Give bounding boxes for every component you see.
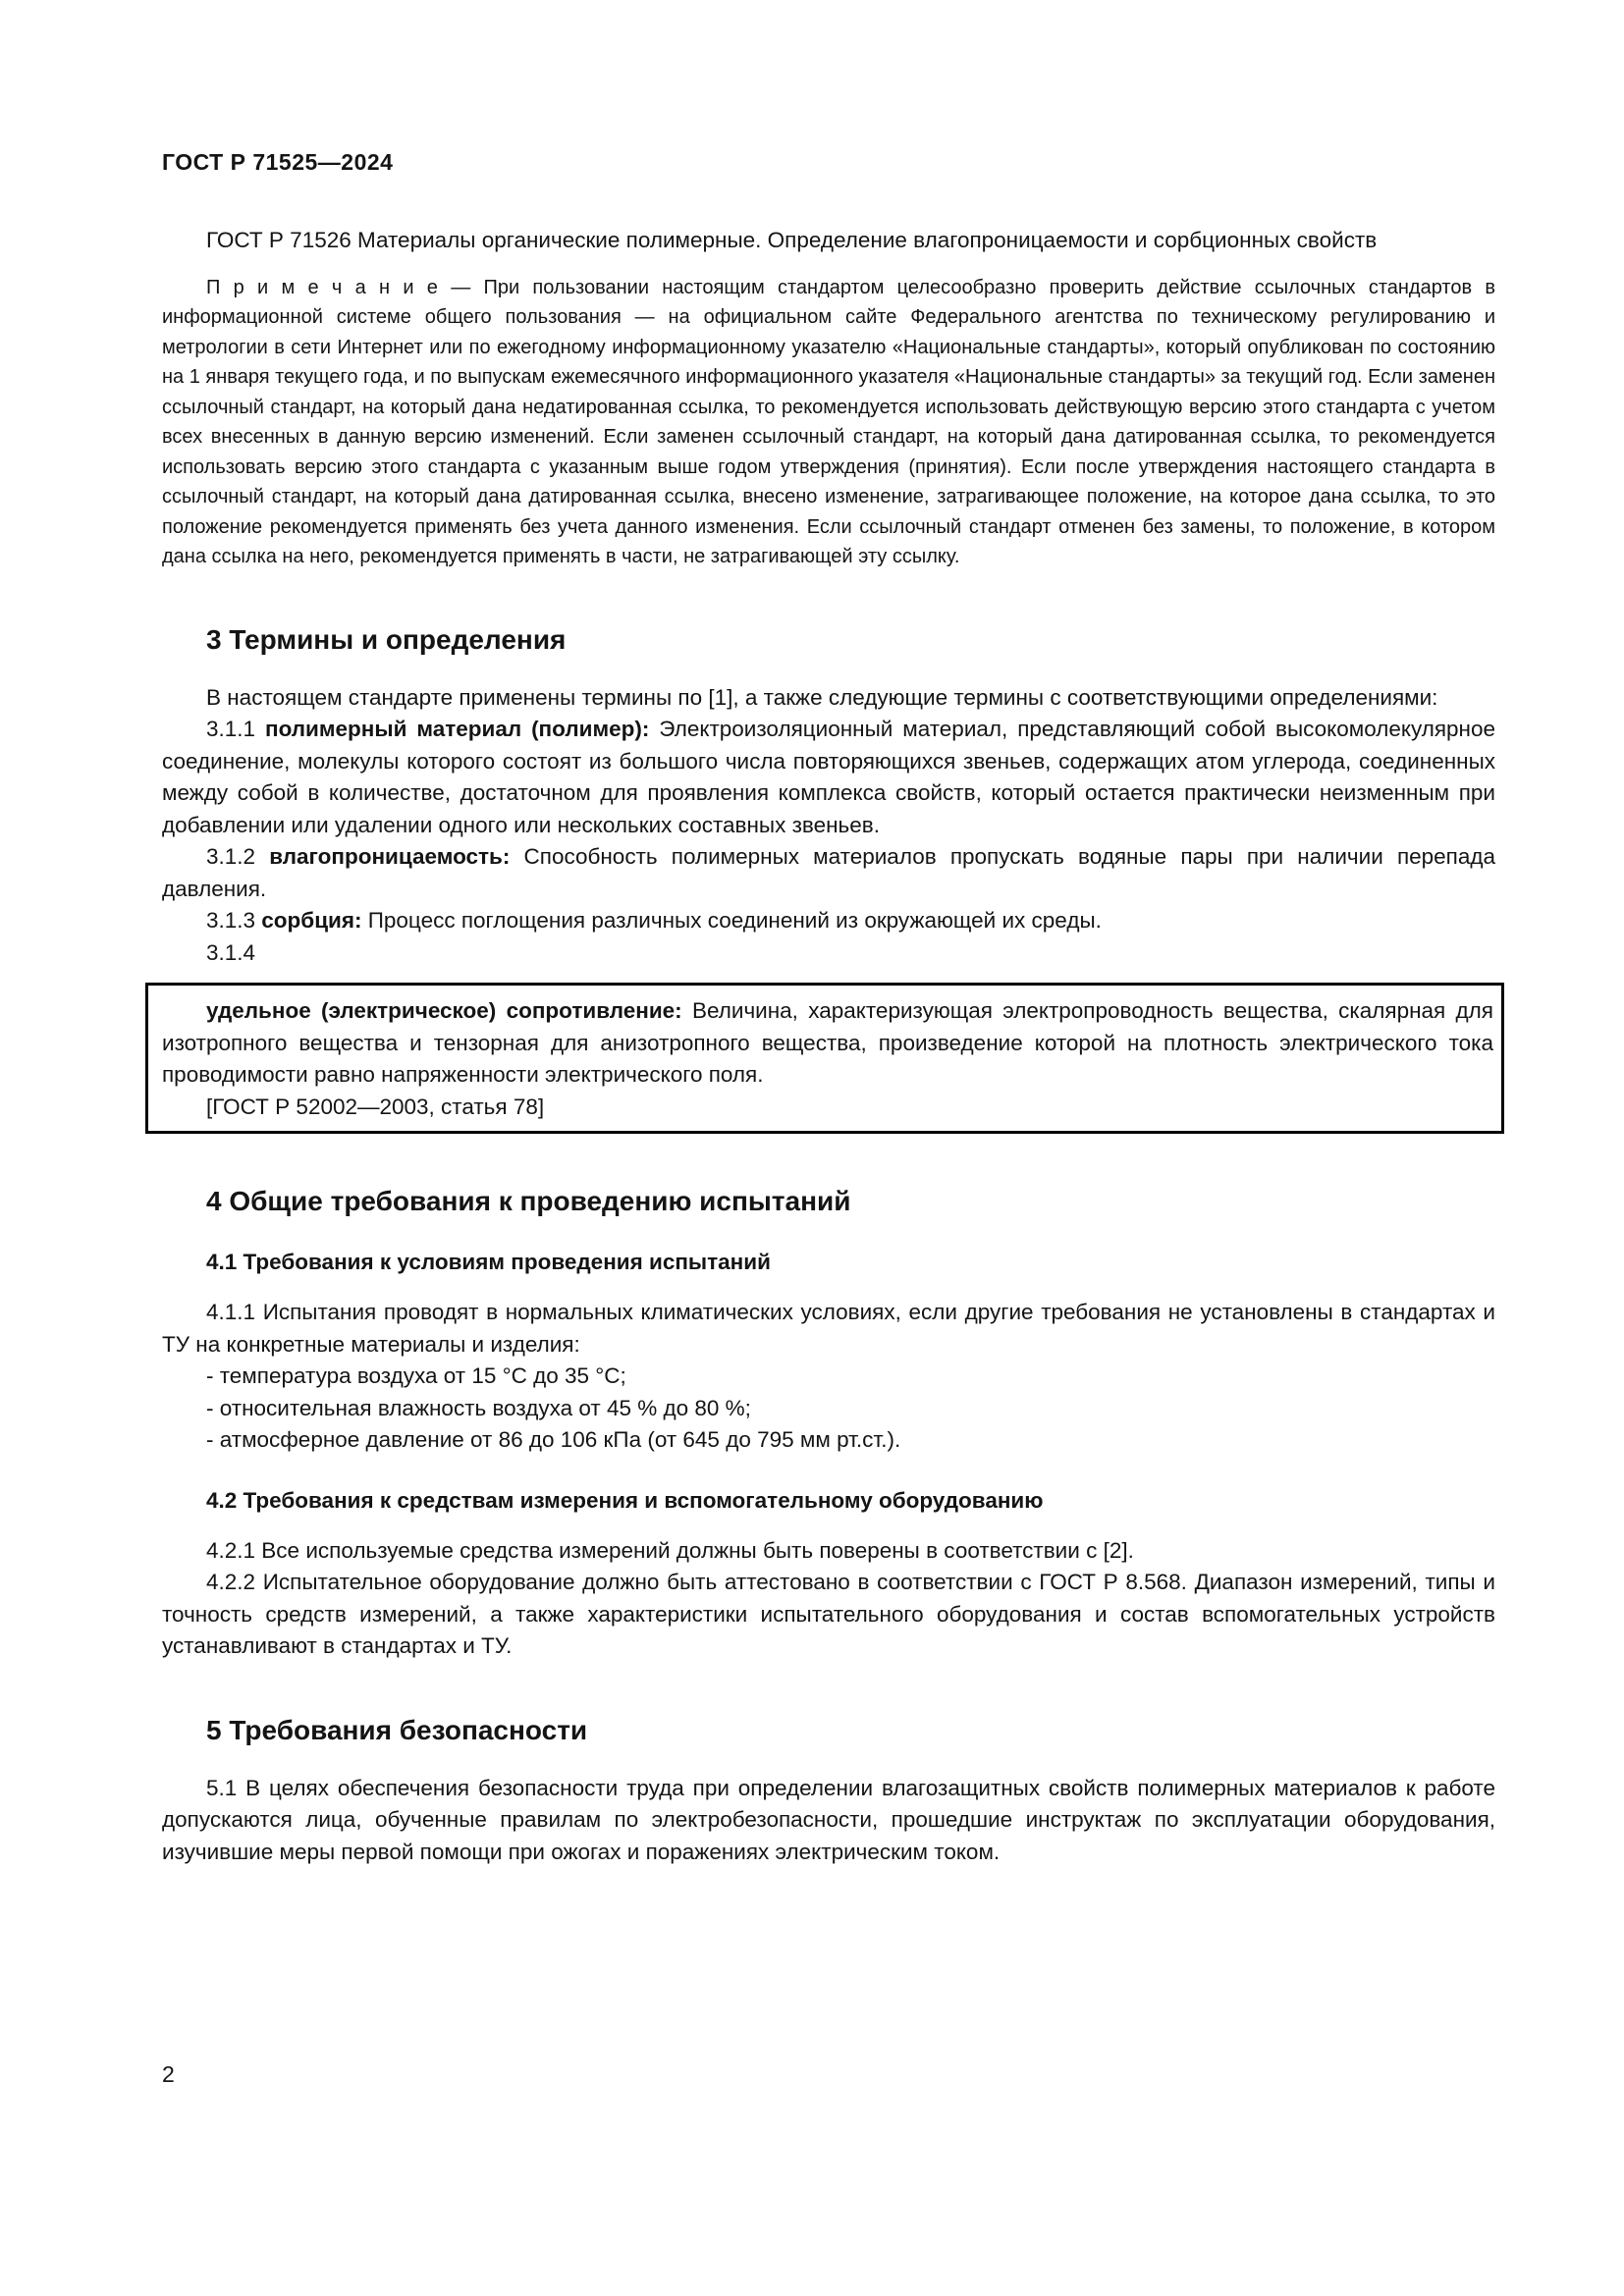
reference-item: ГОСТ Р 71526 Материалы органические полимерные. Определение влагопроницаемости и сорбционных свойств <box>206 228 1378 252</box>
term-text: Величина, характеризующая электропроводность вещества, скалярная для изотропного вещества и тензорная для анизотропного вещества, произведение которой на плотность электрического тока проводимости равно напряженности электрического поля. <box>162 998 1493 1087</box>
condition-item-temperature: - температура воздуха от 15 °С до 35 °С; <box>206 1363 626 1388</box>
section-4-1-heading: 4.1 Требования к условиям проведения испытаний <box>206 1250 771 1274</box>
condition-item-pressure: - атмосферное давление от 86 до 106 кПа (от 645 до 795 мм рт.ст.). <box>206 1427 901 1452</box>
section-3-intro: В настоящем стандарте применены термины по [1], а также следующие термины с соответствующими определениями: <box>206 684 1438 710</box>
term-name: удельное (электрическое) сопротивление: <box>206 998 682 1023</box>
term-definition-3-1-3 <box>162 905 1495 937</box>
term-definition-3-1-1 <box>162 714 1495 841</box>
page-number: 2 <box>162 2061 175 2087</box>
section-4-2-heading: 4.2 Требования к средствам измерения и вспомогательному оборудованию <box>206 1487 1044 1513</box>
condition-item-humidity: - относительная влажность воздуха от 45 % до 80 %; <box>206 1395 751 1420</box>
clause-4-1-1: 4.1.1 Испытания проводят в нормальных климатических условиях, если другие требования не установлены в стандартах и ТУ на конкретные материалы и изделия: <box>162 1300 1495 1357</box>
boxed-term-source: [ГОСТ Р 52002—2003, статья 78] <box>206 1094 545 1119</box>
term-number: 3.1.2 <box>206 844 270 869</box>
boxed-term-text <box>162 995 1493 1092</box>
note-label: П р и м е ч а н и е <box>206 276 452 298</box>
section-5-heading: 5 Требования безопасности <box>206 1714 588 1745</box>
document-code-header: ГОСТ Р 71525—2024 <box>162 149 394 175</box>
term-name: полимерный материал (полимер): <box>264 717 650 741</box>
term-definition-3-1-2 <box>162 841 1495 905</box>
boxed-term-definition <box>145 983 1504 1134</box>
term-text: Процесс поглощения различных соединений из окружающей их среды. <box>361 908 1102 933</box>
note-text: — При пользовании настоящим стандартом целесообразно проверить действие ссылочных стандартов в информационной системе общего пользования — на официальном сайте Федерального агентства по техническому регулированию и метрологии в сети Интернет или по ежегодному информационному указателю «Национальные стандарты», который опубликован по состоянию на 1 января текущего года, и по выпускам ежемесячного информационного указателя «Национальные стандарты» за текущий год. Если заменен ссылочный стандарт, на который дана недатированная ссылка, то рекомендуется использовать действующую версию этого стандарта с учетом всех внесенных в данную версию изменений. Если заменен ссылочный стандарт, на который дана датированная ссылка, то рекомендуется использовать версию этого стандарта с указанным выше годом утверждения (принятия). Если после утверждения настоящего стандарта в ссылочный стандарт, на который дана датированная ссылка, внесено изменение, затрагивающее положение, на которое дана ссылка, то это положение рекомендуется применять без учета данного изменения. Если ссылочный стандарт отменен без замены, то положение, в котором дана ссылка на него, рекомендуется применять в части, не затрагивающей эту ссылку. <box>162 276 1495 567</box>
term-number-3-1-4: 3.1.4 <box>206 939 256 965</box>
term-number: 3.1.3 <box>206 908 262 933</box>
term-text: Электроизоляционный материал, представляющий собой высокомолекулярное соединение, молекулы которого состоят из большого числа повторяющихся звеньев, содержащих атом углерода, соединенных между собой в количестве, достаточном для проявления комплекса свойств, который остается практически неизменным при добавлении или удалении одного или нескольких составных звеньев. <box>162 717 1496 837</box>
clause-4-2-2: 4.2.2 Испытательное оборудование должно быть аттестовано в соответствии с ГОСТ Р 8.568. Диапазон измерений, типы и точность средств измерений, а также характеристики испытательного оборудования и состав вспомогательных устройств устанавливают в стандартах и ТУ. <box>162 1570 1495 1658</box>
term-text: Способность полимерных материалов пропускать водяные пары при наличии перепада давления. <box>162 844 1496 901</box>
term-number: 3.1.1 <box>206 717 265 741</box>
term-name: влагопроницаемость: <box>269 844 511 869</box>
section-3-heading: 3 Термины и определения <box>206 623 567 655</box>
references-note <box>162 273 1495 572</box>
section-4-heading: 4 Общие требования к проведению испытаний <box>206 1186 851 1216</box>
term-name: сорбция: <box>261 908 362 933</box>
clause-5-1: 5.1 В целях обеспечения безопасности труда при определении влагозащитных свойств полимерных материалов к работе допускаются лица, обученные правилам по электробезопасности, прошедшие инструктаж по эксплуатации оборудования, изучившие меры первой помощи при ожогах и поражениях электрическим током. <box>162 1775 1495 1864</box>
clause-4-2-1: 4.2.1 Все используемые средства измерений должны быть поверены в соответствии с [2]. <box>206 1537 1134 1563</box>
